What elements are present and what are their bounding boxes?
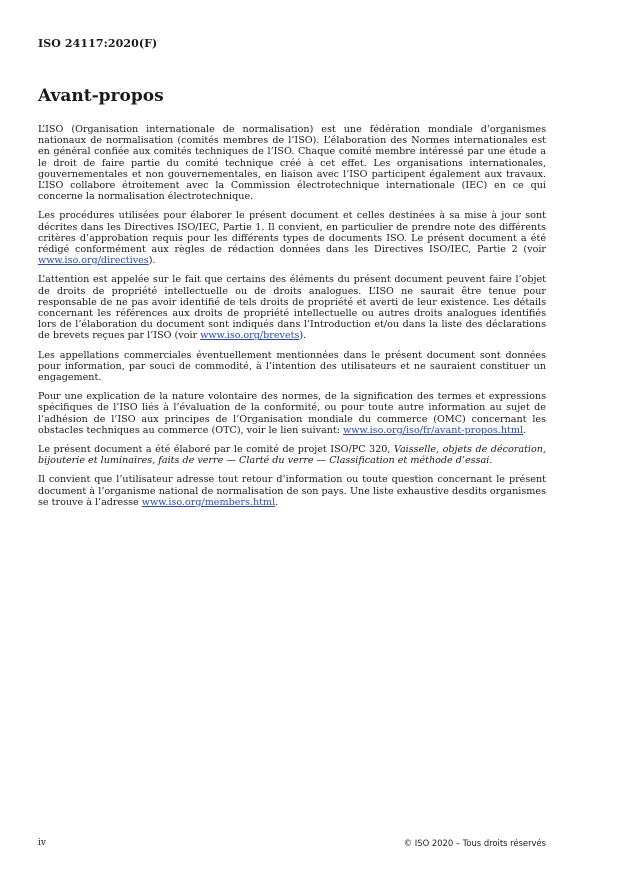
foreword-body: [38, 124, 546, 516]
paragraph-text: Les procédures utilisées pour élaborer le présent document et celles destinées à sa mise à jour sont décrites dans les Directives ISO/IEC, Partie 1. Il convient, en particulier de prendre note des différents critères d’approbation requis pour les différents types de documents ISO. Le présent document a été rédigé conformément aux règles de rédaction données dans les Directives ISO/IEC, Partie 2 (voir: [38, 210, 546, 256]
paragraph-feedback: [38, 474, 546, 508]
foreword-info-link[interactable]: www.iso.org/iso/fr/avant-propos.html: [343, 424, 524, 436]
paragraph-text: Il convient que l’utilisateur adresse tout retour d’information ou toute question concernant le présent document à l’organisme national de normalisation de son pays. Une liste exhaustive desdits organismes se trouve à l’adresse: [38, 474, 546, 508]
paragraph-text-end: ).: [299, 330, 307, 342]
document-id-header: ISO 24117:2020(F): [38, 37, 158, 50]
patents-link[interactable]: www.iso.org/brevets: [200, 330, 300, 342]
paragraph-trade-names: Les appellations commerciales éventuellement mentionnées dans le présent document sont données pour information, par souci de commodité, à l’intention des utilisateurs et ne sauraient constituer un engagement.: [38, 349, 546, 384]
paragraph-voluntary-nature: [38, 391, 546, 436]
paragraph-text-end: .: [489, 455, 493, 467]
paragraph-text: Pour une explication de la nature volontaire des normes, de la signification des termes et expressions spécifiques de l’ISO liés à l’évaluation de la conformité, ou pour toute autre information au sujet de l’adhésion de l’ISO aux principes de l’Organisation mondiale du commerce (OMC) concernant les obstacles techniques au commerce (OTC), voir le lien suivant:: [38, 391, 546, 436]
paragraph-text-end: .: [275, 496, 279, 508]
directives-link[interactable]: www.iso.org/directives: [38, 255, 149, 267]
page-number: iv: [38, 838, 46, 848]
paragraph-committee: [38, 444, 546, 466]
committee-title: Vaisselle, objets de décoration, bijouterie et luminaires, faits de verre — Clarté du verre — Classification et méthode d’essai: [38, 444, 546, 467]
paragraph-procedures: [38, 210, 546, 266]
paragraph-iso-organisation: L’ISO (Organisation internationale de normalisation) est une fédération mondiale d’organismes nationaux de normalisation (comités membres de l’ISO). L’élaboration des Normes internationales est en général confiée aux comités techniques de l’ISO. Chaque comité membre intéressé par une étude a le droit de faire partie du comité technique créé à cet effet. Les organisations internationales, gouvernementales et non gouvernementales, en liaison avec l’ISO participent également aux travaux. L’ISO collabore étroitement avec la Commission électrotechnique internationale (IEC) en ce qui concerne la normalisation électrotechnique.: [38, 124, 546, 203]
paragraph-text-end: ).: [148, 255, 156, 267]
paragraph-text: L’attention est appelée sur le fait que certains des éléments du présent document peuvent faire l’objet de droits de propriété intellectuelle ou de droits analogues. L’ISO ne saurait être tenue pour responsable de ne pas avoir identifié de tels droits de propriété et averti de leur existence. Les détails concernant les références aux droits de propriété intellectuelle ou autres droits analogues identifiés lors de l’élaboration du document sont indiqués dans l’Introduction et/ou dans la liste des déclarations de brevets reçues par l’ISO (voir: [38, 274, 546, 342]
copyright-notice: © ISO 2020 – Tous droits réservés: [403, 838, 546, 848]
paragraph-text: Le présent document a été élaboré par le comité de projet ISO/PC 320,: [38, 444, 394, 456]
paragraph-text-end: .: [523, 424, 527, 436]
section-title: Avant-propos: [38, 86, 164, 106]
members-link[interactable]: www.iso.org/members.html: [141, 496, 276, 508]
paragraph-patents: [38, 274, 546, 341]
